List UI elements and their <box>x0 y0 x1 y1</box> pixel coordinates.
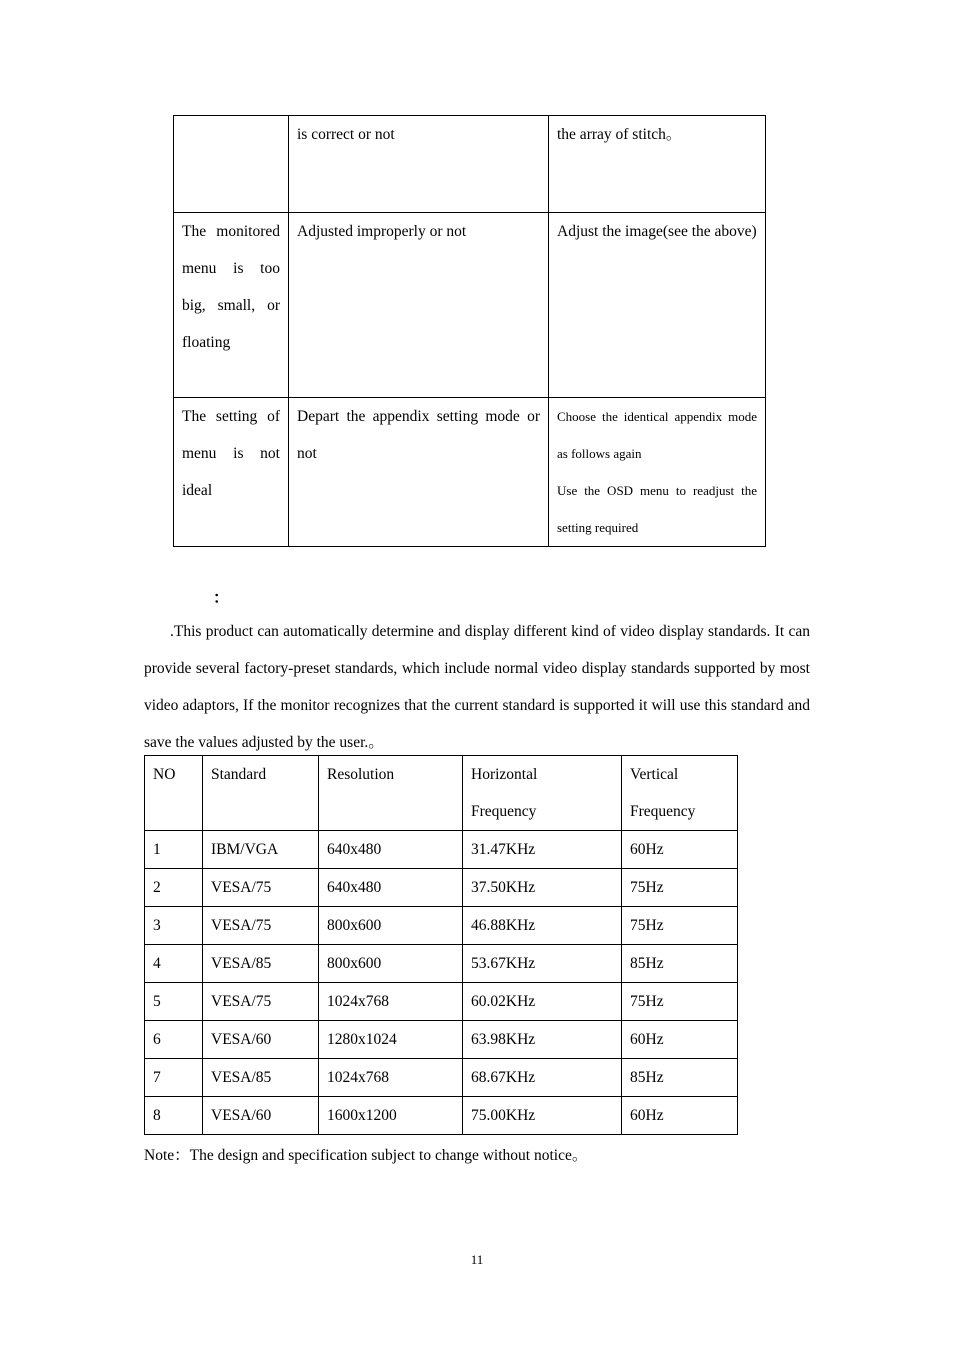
display-standards-table <box>144 755 738 1135</box>
page-number: 11 <box>470 1252 484 1267</box>
table-row: 6 VESA/60 1280x1024 63.98KHz 60Hz <box>145 1021 738 1059</box>
symptom-cell <box>174 116 289 213</box>
table-row: 7 VESA/85 1024x768 68.67KHz 85Hz <box>145 1059 738 1097</box>
symptom-cell: The setting of menu is not ideal <box>174 398 289 547</box>
header-no: NO <box>145 756 203 831</box>
table-row: 3 VESA/75 800x600 46.88KHz 75Hz <box>145 907 738 945</box>
table-row: 1 IBM/VGA 640x480 31.47KHz 60Hz <box>145 831 738 869</box>
table-header-row <box>145 756 738 831</box>
table-row <box>174 116 766 213</box>
action-cell: Adjust the image(see the above) <box>549 213 766 398</box>
table-row <box>174 213 766 398</box>
header-horizontal: Horizontal Frequency <box>463 756 622 831</box>
table-row <box>174 398 766 547</box>
table-row: 8 VESA/60 1600x1200 75.00KHz 60Hz <box>145 1097 738 1135</box>
header-standard: Standard <box>203 756 319 831</box>
body-paragraph: .This product can automatically determine and display different kind of video display standards. It can provide several factory-preset standards, which include normal video display standards supported by most video adaptors, If the monitor recognizes that the current standard is supported it will use this standard and save the values adjusted by the user.。 <box>144 623 810 751</box>
note-text: Note：The design and specification subject to change without notice。 <box>144 1147 588 1164</box>
action-cell: the array of stitch。 <box>549 116 766 213</box>
header-resolution: Resolution <box>319 756 463 831</box>
table-row: 4 VESA/85 800x600 53.67KHz 85Hz <box>145 945 738 983</box>
symptom-cell: The monitored menu is too big, small, or floating <box>174 213 289 398</box>
action-cell <box>549 398 766 547</box>
check-cell: Depart the appendix setting mode or not <box>289 398 549 547</box>
header-vertical: Vertical Frequency <box>622 756 738 831</box>
check-cell: is correct or not <box>289 116 549 213</box>
action-line: Use the OSD menu to readjust the setting required <box>557 483 757 535</box>
check-cell: Adjusted improperly or not <box>289 213 549 398</box>
table-row: 5 VESA/75 1024x768 60.02KHz 75Hz <box>145 983 738 1021</box>
section-mark: ： <box>213 590 230 607</box>
action-line: Choose the identical appendix mode as follows again <box>557 409 757 461</box>
table-row: 2 VESA/75 640x480 37.50KHz 75Hz <box>145 869 738 907</box>
troubleshooting-table <box>173 115 766 547</box>
